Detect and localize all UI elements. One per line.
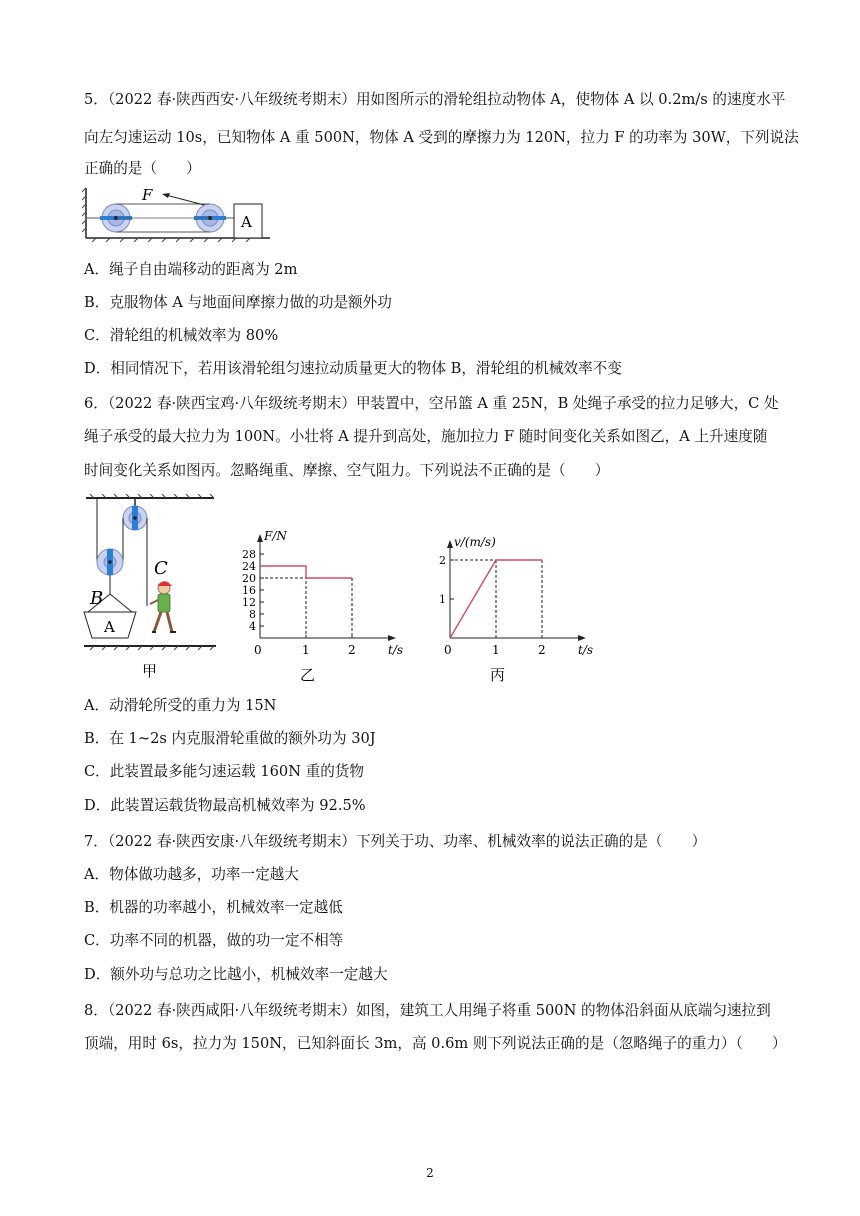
q5-stem-line-1: 5．（2022 春·陕西西安·八年级统考期末）用如图所示的滑轮组拉动物体 A，使物体 A 以 0.2m/s 的速度水平 xyxy=(84,91,786,108)
y-axis-arrow xyxy=(257,534,263,542)
q5-option-d[interactable]: D．相同情况下，若用该滑轮组匀速拉动质量更大的物体 B，滑轮组的机械效率不变 xyxy=(84,360,622,377)
q6-option-b[interactable]: B．在 1~2s 内克服滑轮重做的额外功为 30J xyxy=(84,730,376,747)
q6-option-d[interactable]: D．此装置运载货物最高机械效率为 92.5% xyxy=(84,797,366,814)
q6-stem-line-2: 绳子承受的最大拉力为 100N。小壮将 A 提升到高处，施加拉力 F 随时间变化关系如图乙，A 上升速度随 xyxy=(84,428,768,445)
x-tick-label: 2 xyxy=(348,643,356,657)
x-tick-label: 1 xyxy=(302,643,310,657)
y-tick-label: 8 xyxy=(249,608,256,621)
q6-option-a[interactable]: A．动滑轮所受的重力为 15N xyxy=(84,697,277,714)
q6-chart-yi xyxy=(240,520,410,686)
q6-figure-jia xyxy=(80,494,220,686)
y-tick-label: 24 xyxy=(242,560,256,573)
y-axis-label: v/(m/s) xyxy=(454,535,496,549)
y-tick-label: 16 xyxy=(242,584,256,597)
x-axis-label: t/s xyxy=(388,643,404,657)
x-tick-label: 0 xyxy=(444,643,452,657)
chart-caption: 丙 xyxy=(490,666,506,684)
y-tick-label: 1 xyxy=(439,593,446,606)
q7-option-d[interactable]: D．额外功与总功之比越小，机械效率一定越大 xyxy=(84,966,388,983)
y-axis-label: F/N xyxy=(264,529,287,543)
q5-force-label: F xyxy=(142,186,153,204)
q7-stem-line-1: 7．（2022 春·陕西安康·八年级统考期末）下列关于功、功率、机械效率的说法正确的是（ ） xyxy=(84,833,707,850)
q7-option-b[interactable]: B．机器的功率越小，机械效率一定越低 xyxy=(84,899,343,916)
q5-pulley-figure xyxy=(82,186,272,242)
q6-stem-line-1: 6．（2022 春·陕西宝鸡·八年级统考期末）甲装置中，空吊篮 A 重 25N，B 处绳子承受的拉力足够大，C 处 xyxy=(84,395,779,412)
q7-option-c[interactable]: C．功率不同的机器，做的功一定不相等 xyxy=(84,932,344,949)
y-axis-arrow xyxy=(447,540,453,548)
jia-caption: 甲 xyxy=(142,662,158,680)
y-tick-label: 28 xyxy=(242,548,256,561)
q8-stem-line-2: 顶端，用时 6s，拉力为 150N，已知斜面长 3m，高 0.6m 则下列说法正确的是（忽略绳子的重力）（ ） xyxy=(84,1035,787,1052)
x-axis-arrow xyxy=(388,635,396,641)
y-tick-label: 4 xyxy=(249,620,256,633)
x-axis-label: t/s xyxy=(578,643,594,657)
page-number: 2 xyxy=(426,1166,434,1180)
chart-caption: 乙 xyxy=(300,666,316,684)
q6-stem-line-3: 时间变化关系如图丙。忽略绳重、摩擦、空气阻力。下列说法不正确的是（ ） xyxy=(84,462,610,479)
x-tick-label: 1 xyxy=(492,643,500,657)
jia-basket-label: A xyxy=(104,618,115,636)
x-tick-label: 2 xyxy=(538,643,546,657)
y-tick-label: 2 xyxy=(439,554,446,567)
q5-stem-line-3: 正确的是（ ） xyxy=(84,160,201,177)
y-tick-label: 20 xyxy=(242,572,256,585)
q6-chart-bing xyxy=(430,520,600,686)
q5-stem-line-2: 向左匀速运动 10s，已知物体 A 重 500N，物体 A 受到的摩擦力为 120N，拉力 F 的功率为 30W，下列说法 xyxy=(84,129,799,146)
q5-block-label: A xyxy=(241,213,252,231)
q5-option-a[interactable]: A．绳子自由端移动的距离为 2m xyxy=(84,261,298,278)
q8-stem-line-1: 8．（2022 春·陕西咸阳·八年级统考期末）如图，建筑工人用绳子将重 500N 的物体沿斜面从底端匀速拉到 xyxy=(84,1002,771,1019)
x-axis-arrow xyxy=(578,635,586,641)
jia-label-b: B xyxy=(90,588,104,609)
q5-option-c[interactable]: C．滑轮组的机械效率为 80% xyxy=(84,327,279,344)
jia-label-c: C xyxy=(154,558,168,579)
x-tick-label: 0 xyxy=(254,643,262,657)
y-tick-label: 12 xyxy=(242,596,256,609)
q7-option-a[interactable]: A．物体做功越多，功率一定越大 xyxy=(84,866,299,883)
q6-option-c[interactable]: C．此装置最多能匀速运载 160N 重的货物 xyxy=(84,763,364,780)
series-line xyxy=(260,566,352,578)
q5-option-b[interactable]: B．克服物体 A 与地面间摩擦力做的功是额外功 xyxy=(84,294,392,311)
